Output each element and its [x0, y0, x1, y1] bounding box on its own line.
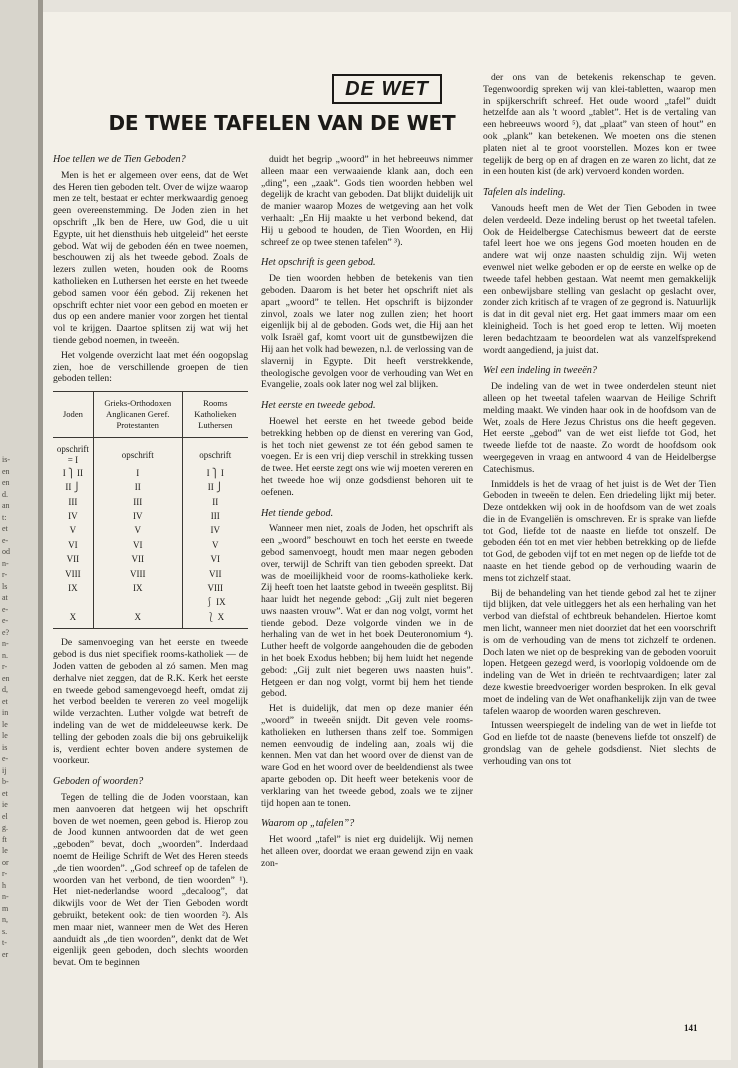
paragraph: Bij de behandeling van het tiende gebod zal het te zijner tijd blijken, dat vele uitleggers het als een herhaling van het verbod van diefstal of echtbreuk behandelen. Hiertoe komt men licht, wanneer men niet doorziet dat het een voorschrift is om de verhouding van de mens tot zichzelf te ordenen. Doch laten we niet op de bespreking van de geboden vooruit lopen. Hetgeen gezegd werd, is voorlopig voldoende om de indeling van de Wet in drieën te rechtvaardigen; later zal deze kwestie breedvoeriger worden besproken. In elk geval moet de indeling van de Wet onafhankelijk zijn van de twee tafelen waarop de woorden waren geschreven.: [483, 587, 716, 717]
edge-fragment: et: [2, 788, 8, 798]
table-row: [53, 509, 248, 523]
edge-fragment: n-: [2, 558, 9, 568]
subheading: Het opschrift is geen gebod.: [261, 257, 376, 269]
paragraph: Vanouds heeft men de Wet der Tien Geboden in twee delen verdeeld. Deze indeling berust op het tweetal tafelen. Ook de Heidelbergse Catechismus beweert dat de eerste tafel leert hoe we ons jegens God moeten houden en de andere wat wij onze naasten schuldig zijn. Wij weten evenwel niet welke geboden er op de eerste en welke op de tweede tafel hebben gestaan. Wat neemt men gemakkelijk een onbewijsbare stelling van geslacht op geslacht over, zonder zich kritisch af te vragen of ze gegrond is. Natuurlijk is dat in dit geval niet erg. Het gaat immers maar om een kleinigheid. Toch is het goed erop te letten. Wij moeten leren bedachtzaam te beoordelen wat als vanzelfsprekend wordt aangediend, ja juist dat.: [483, 202, 716, 356]
paragraph: der ons van de betekenis rekenschap te geven. Tegenwoordig spreken wij van klei-tabletten, waarop men in spijkerschrift schreef. Het oude woord „tafel” duidt hetzelfde aan als 't woord „tablet”. Het is de vertaling van een hebreeuws woord ⁵), dat „plaat” van steen of hout” en ook „plank” kan betekenen. We moeten ons die stenen platen niet al te groot voorstellen. Mozes kon er twee tegelijk de berg op en af dragen en ze waren zo licht, dat ze in een houten kist (de ark) vervoerd konden worden.: [483, 72, 716, 178]
column-1: [53, 154, 248, 972]
edge-fragment: an: [2, 501, 10, 510]
table-cell: I ⎫ I: [182, 466, 248, 480]
table-row: [53, 596, 248, 610]
paragraph: De samenvoeging van het eerste en tweede gebod is dus niet specifiek rooms-katholiek — de Joden vatten de geboden al zó samen. Men mag derhalve niet zeggen, dat de R.K. Kerk het eerste en tweede gebod samengevoegd heeft, omdat zij het verbod beelden te vereren zo veel mogelijk wilde verzachten. Luther volgde wat betreft de indeling van de wet de middeleeuwse kerk. De telling der geboden zoals die bij ons gebruikelijk is, verdient echter boven andere systemen de voorkeur.: [53, 637, 248, 767]
table-cell: VIII: [182, 581, 248, 595]
table-cell: VIII: [65, 568, 81, 579]
table-row: [53, 538, 248, 552]
table-cell: IX: [68, 582, 78, 593]
edge-fragment: t-: [2, 938, 7, 947]
table-row: [53, 567, 248, 581]
table-cell: I ⎫ II: [62, 467, 84, 478]
edge-fragment: h: [2, 880, 6, 890]
table-cell: VII: [182, 567, 248, 581]
column-2: [261, 154, 473, 873]
section-title: DE WET: [332, 74, 442, 104]
edge-fragment: n-: [2, 639, 9, 648]
table-cell: [93, 596, 182, 610]
edge-fragment: t:: [2, 512, 7, 522]
edge-fragment: e-: [2, 616, 9, 625]
table-row: [53, 495, 248, 509]
table-cell: VI: [68, 539, 78, 550]
edge-fragment: ls: [2, 581, 8, 591]
table-row: [53, 466, 248, 480]
table-cell: VI: [182, 552, 248, 566]
table-cell: II ⎭: [65, 482, 81, 493]
table-cell: III: [93, 495, 182, 509]
edge-fragment: le: [2, 719, 8, 729]
table-cell: IV: [68, 511, 78, 521]
page-number: 141: [684, 1023, 698, 1033]
subheading: Waarom op „tafelen”?: [261, 818, 355, 830]
table-cell: IV: [182, 524, 248, 538]
table-cell: ⎰ IX: [182, 596, 248, 610]
edge-fragment: od: [2, 547, 10, 556]
edge-fragment: ij: [2, 765, 7, 775]
edge-fragment: e-: [2, 535, 9, 545]
edge-fragment: in: [2, 708, 9, 717]
table-cell: I: [93, 466, 182, 480]
table-row: [53, 552, 248, 566]
table-cell: V: [69, 525, 77, 536]
subheading: Wel een indeling in tweeën?: [483, 365, 597, 377]
edge-fragment: e?: [2, 627, 10, 637]
edge-fragment: g.: [2, 823, 8, 832]
paragraph: Men is het er algemeen over eens, dat de Wet des Heren tien geboden telt. Over de wijze waarop men ze telt, bestaat er echter merkwaardig genoeg geen overeenstemming. De Joden zien in het opschrift „Ik ben de Here, uw God, die u uit Egypte, uit het diensthuis heb uitgeleid” het eerste gebod. Wat wij de geboden één en twee noemen, beschouwen zij als het tweede gebod. Zoals de lezers zullen weten, houden ook de Rooms katholieken en Luthersen het eerste en het tweede gebod samen voor één gebod. Zij rekenen het opschrift echter niet voor een gebod en moeten er dus op een andere manier voor zorgen het tiental vol te krijgen. Daartoe splitsen zij wat wij het tiende gebod noemen, in tweeën.: [53, 169, 248, 346]
table-cell: VIII: [93, 567, 182, 581]
table-row: [53, 581, 248, 595]
table-header-row: [53, 392, 248, 438]
edge-fragment: ie: [2, 800, 8, 809]
edge-fragment: r-: [2, 570, 8, 579]
edge-fragment: er: [2, 949, 9, 959]
table-row: [53, 610, 248, 629]
edge-fragment: en: [2, 466, 10, 476]
paragraph: duidt het begrip „woord” in het hebreeuws nimmer alleen maar een verwaaiende klank aan, doch een „ding”, een „zaak”. Gods tien woorden hebben wel degelijk de kracht van geboden. Dat blijkt duidelijk uit de manier waarop Mozes de wetgeving aan het volk verhaalt: „En Hij maakte u het verbond bekend, dat Hij u gebood te houden, de Tien Woorden, en Hij schreef ze op twee stenen tafelen” ³).: [261, 154, 473, 248]
table-body: [53, 438, 248, 629]
table-row: [53, 524, 248, 538]
table-cell: X: [93, 610, 182, 629]
table-header-cell: Rooms Katholieken Luthersen: [182, 392, 248, 438]
table-cell: opschrift = I: [56, 444, 89, 466]
edge-fragment: n-: [2, 892, 9, 901]
table-cell: opschrift: [182, 438, 248, 467]
edge-fragment: et: [2, 524, 8, 533]
table-cell: V: [182, 538, 248, 552]
table-cell: VI: [93, 538, 182, 552]
edge-fragment: e-: [2, 754, 9, 763]
table-cell: IV: [93, 509, 182, 523]
table-cell: V: [93, 524, 182, 538]
paragraph: Het woord „tafel” is niet erg duidelijk. Wij nemen het alleen over, doordat we eraan gewend zijn en vaak zon-: [261, 834, 473, 869]
subheading: Hoe tellen we de Tien Geboden?: [53, 154, 186, 165]
paragraph: Inmiddels is het de vraag of het juist is de Wet der Tien Geboden in tweeën te delen. Een driedeling lijkt mij beter. Deze ontdekken wij ook in de hoofdsom van de wet zoals die in de Evangeliën is omschreven. Er is sprake van liefde tot God, liefde tot de naaste en liefde tot onszelf. De geboden één tot en met vier hebben betrekking op de liefde tot God, de geboden vijf tot en met negen op de liefde tot de naaste en het tiende gebod op de verhouding waarin de mens tot zichzelf staat.: [483, 478, 716, 584]
table-cell: VII: [66, 554, 80, 565]
adjacent-page-edge: [0, 0, 40, 1068]
paragraph: Het is duidelijk, dat men op deze manier één „woord” in tweeën snijdt. Dit geven vele rooms-katholieken en luthersen thans zelf toe. Sommigen nemen eenvoudig de indeling aan, zoals wij die kennen. Men vat dan het woord over de dienst van de ware God en het woord over de beeldendienst als twee aparte geboden op. Dit heeft weer betekenis voor de verklaring van het tweede gebod, zoals we te zijner tijd hopen aan te tonen.: [261, 703, 473, 809]
table-cell: VII: [93, 552, 182, 566]
table-cell: IX: [93, 581, 182, 595]
edge-fragment: le: [2, 731, 8, 740]
table-cell: II: [93, 481, 182, 495]
commandment-numbering-table: [53, 391, 248, 629]
edge-fragment: is-: [2, 455, 10, 464]
subheading: Geboden of woorden?: [53, 776, 144, 788]
paragraph: Hoewel het eerste en het tweede gebod beide betrekking hebben op de dienst en verering van God, is het toch niet gewenst ze tot één gebod samen te voegen. Er is een vrij diep verschil in strekking tussen de twee. Het eerste zegt ons wie wij moeten vereren en het tweede hoe wij onze godsdienst behoren uit te oefenen.: [261, 415, 473, 498]
edge-fragment: at: [2, 593, 8, 602]
table-header-cell: Joden: [53, 392, 93, 438]
magazine-page: [43, 12, 731, 1060]
table-cell: III: [182, 509, 248, 523]
edge-fragment: n,: [2, 915, 8, 924]
table-header-cell: Grieks-Orthodoxen Anglicanen Geref. Protestanten: [93, 392, 182, 438]
edge-fragment: r-: [2, 662, 8, 671]
edge-fragment: e-: [2, 604, 9, 614]
paragraph: Wanneer men niet, zoals de Joden, het opschrift als een „woord” beschouwt en toch het eerste en tweede gebod samenvoegt, houdt men maar negen geboden over, terwijl de Schrift van tien geboden spreekt. Dat was de moeilijkheid voor de rooms-katholieke kerk. Zij heeft toen het laatste gebod in tweeën gesplitst. Bij haar luidt het negende gebod: „Gij zult niet begeren uws naasten vrouw”. Wat er dan nog volgt, vormt het tiende gebod. Deze volgorde vinden we in de herhaling van de wet in het boek Deuteronomium ⁴). Luther heeft de volgorde aangehouden die de geboden in het boek Exodus hebben; bij hem luidt het negende gebod: „Gij zult niet begeren uws naasten huis”. Hetgeen er dan nog volgt, vormt bij hem het tiende gebod.: [261, 523, 473, 700]
edge-fragment: is: [2, 742, 8, 752]
table-row: [53, 481, 248, 495]
subheading: Het eerste en tweede gebod.: [261, 400, 376, 412]
edge-fragment: d,: [2, 685, 8, 694]
edge-fragment: b-: [2, 777, 9, 786]
paragraph: Intussen weerspiegelt de indeling van de wet in liefde tot God en liefde tot de naaste (benevens liefde tot onszelf) de grondslag van de gehele godsdienst. Niet slechts de verhouding van ons tot: [483, 720, 716, 767]
paragraph: Tegen de telling die de Joden voorstaan, kan men aanvoeren dat hetgeen wij het opschrift boven de wet noemen, geen gebod is. Hierop zou de Jood kunnen antwoorden dat de wet geen „geboden” bevat, doch „woorden”. Inderdaad noemt de Heilige Schrift de Wet des Heren steeds „de tien woorden”. „God schreef op de tafelen de woorden van het verbond, de tien woorden” ¹). Het niet-nederlandse woord „decaloog”, dat dikwijls voor de Wet der Tien Geboden wordt gebruikt, betekent ook: de tien woorden ²). Als men maar niet, wanneer men de Wet des Heren aanduidt als „de tien woorden”, denkt dat de Wet eigenlijk geen geboden, doch slechts woorden bevat. Om te beginnen: [53, 792, 248, 969]
table-cell: II ⎭: [182, 481, 248, 495]
table-cell: X: [69, 611, 77, 622]
edge-fragment: et: [2, 696, 8, 706]
table-cell: II: [182, 495, 248, 509]
edge-fragment: el: [2, 811, 8, 821]
edge-fragment: le: [2, 846, 8, 855]
table-cell: opschrift: [93, 438, 182, 467]
edge-fragment: m: [2, 903, 9, 913]
edge-fragment: en: [2, 478, 10, 487]
paragraph: De tien woorden hebben de betekenis van tien geboden. Daarom is het beter het opschrift niet als apart „woord” te tellen. Het opschrift is bijzonder zinvol, zoals we later nog zullen zien; het hoort eigenlijk bij al de geboden. Gods wet, die Hij aan het volk Israël gaf, komt voort uit de gunstbewijzen die Hij aan het volk had bewezen, n.l. de verlossing van de slavernij in Egypte. Dit heeft verstrekkende, theologische gevolgen voor de verhouding van Wet en Evangelie, zoals ook later nog wel zal blijken.: [261, 273, 473, 391]
paragraph: De indeling van de wet in twee onderdelen steunt niet alleen op het tweetal tafelen waarvan de Heilige Schrift melding maakt. We vinden haar ook in de hoofdsom van de Wet, zoals de Here Jezus Christus ons die heeft gegeven. Het eerste „gebod” van de wet eist liefde tot God, het tweede liefde tot de naaste. Zo wordt de hoofdsom ook weergegeven in vraag en antwoord 4 van de Heidelbergse Catechismus.: [483, 381, 716, 475]
edge-fragment: ft: [2, 834, 7, 844]
edge-fragment: n.: [2, 650, 8, 660]
edge-fragment: d.: [2, 489, 8, 499]
table-cell: ⎱ X: [182, 610, 248, 629]
article-headline: DE TWEE TAFELEN VAN DE WET: [108, 111, 456, 135]
column-3: [483, 72, 716, 771]
table-cell: III: [68, 496, 78, 507]
edge-fragment: en: [2, 673, 10, 683]
subheading: Tafelen als indeling.: [483, 187, 566, 199]
edge-fragment: s.: [2, 926, 8, 936]
paragraph: Het volgende overzicht laat met één oogopslag zien, hoe de verschillende groepen de tien geboden tellen:: [53, 349, 248, 385]
table-cell: [53, 596, 93, 610]
table-row: [53, 438, 248, 467]
subheading: Het tiende gebod.: [261, 507, 334, 519]
edge-fragment: or: [2, 857, 9, 867]
edge-fragment: r-: [2, 869, 8, 878]
